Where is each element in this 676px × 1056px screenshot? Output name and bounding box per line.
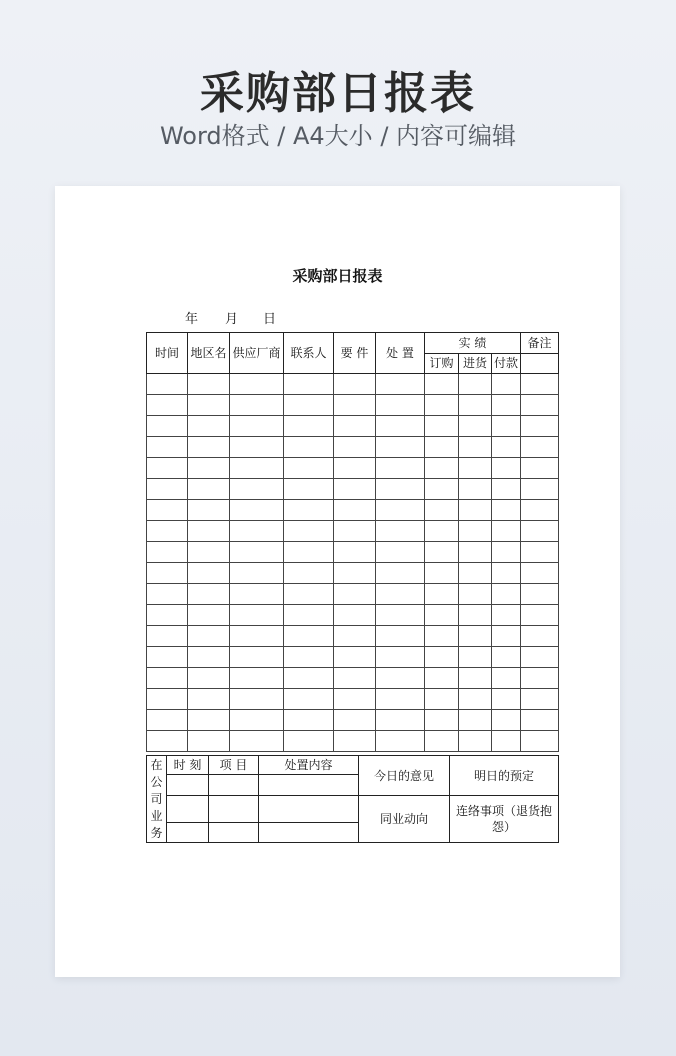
- business-cell: [259, 823, 359, 843]
- table-cell: [521, 689, 559, 710]
- table-cell: [147, 542, 188, 563]
- table-row: [147, 731, 559, 752]
- project-header: 项 目: [209, 756, 259, 775]
- table-cell: [376, 710, 425, 731]
- table-cell: [492, 563, 521, 584]
- table-cell: [425, 584, 459, 605]
- business-cell: [167, 823, 209, 843]
- table-cell: [459, 395, 492, 416]
- table-cell: [425, 731, 459, 752]
- table-cell: [147, 731, 188, 752]
- business-cell: [167, 796, 209, 823]
- header-contact: 联系人: [284, 333, 334, 374]
- table-cell: [425, 437, 459, 458]
- table-cell: [284, 521, 334, 542]
- table-cell: [459, 605, 492, 626]
- table-cell: [459, 563, 492, 584]
- table-cell: [284, 689, 334, 710]
- table-cell: [188, 458, 230, 479]
- table-cell: [230, 731, 284, 752]
- table-cell: [188, 563, 230, 584]
- header-receive: 进货: [459, 353, 492, 374]
- table-cell: [188, 584, 230, 605]
- table-cell: [376, 542, 425, 563]
- table-cell: [521, 626, 559, 647]
- table-cell: [334, 458, 376, 479]
- business-cell: [259, 796, 359, 823]
- table-cell: [334, 542, 376, 563]
- table-cell: [147, 584, 188, 605]
- table-cell: [425, 458, 459, 479]
- table-cell: [459, 647, 492, 668]
- table-cell: [492, 710, 521, 731]
- company-business-label: 在公司业务: [147, 756, 167, 843]
- business-cell: [209, 796, 259, 823]
- table-cell: [459, 521, 492, 542]
- handling-content-header: 处置内容: [259, 756, 359, 775]
- header-item: 要 件: [334, 333, 376, 374]
- table-cell: [521, 668, 559, 689]
- table-cell: [230, 626, 284, 647]
- table-cell: [425, 374, 459, 395]
- table-cell: [284, 458, 334, 479]
- header-remarks-blank: [521, 353, 559, 374]
- table-cell: [230, 689, 284, 710]
- table-cell: [492, 668, 521, 689]
- table-cell: [376, 668, 425, 689]
- table-cell: [147, 458, 188, 479]
- table-cell: [334, 647, 376, 668]
- table-cell: [147, 395, 188, 416]
- table-row: [147, 689, 559, 710]
- table-row: [147, 584, 559, 605]
- table-cell: [284, 731, 334, 752]
- table-cell: [188, 500, 230, 521]
- table-cell: [147, 374, 188, 395]
- date-month-label: 月: [225, 312, 239, 327]
- table-cell: [230, 395, 284, 416]
- header-remarks: 备注: [521, 333, 559, 354]
- table-row: [147, 626, 559, 647]
- table-cell: [459, 626, 492, 647]
- table-cell: [492, 689, 521, 710]
- table-cell: [230, 647, 284, 668]
- table-cell: [521, 710, 559, 731]
- table-cell: [425, 668, 459, 689]
- document-page: [55, 186, 620, 977]
- table-cell: [284, 374, 334, 395]
- table-cell: [188, 731, 230, 752]
- business-cell: [167, 775, 209, 796]
- table-cell: [459, 437, 492, 458]
- table-cell: [188, 479, 230, 500]
- table-cell: [376, 395, 425, 416]
- table-cell: [376, 647, 425, 668]
- table-cell: [334, 710, 376, 731]
- table-cell: [334, 416, 376, 437]
- table-cell: [521, 374, 559, 395]
- table-cell: [492, 416, 521, 437]
- table-cell: [425, 605, 459, 626]
- table-row: [147, 416, 559, 437]
- table-cell: [492, 479, 521, 500]
- table-cell: [230, 437, 284, 458]
- table-cell: [425, 626, 459, 647]
- table-cell: [230, 710, 284, 731]
- table-row: [147, 542, 559, 563]
- table-cell: [334, 731, 376, 752]
- table-cell: [459, 479, 492, 500]
- table-cell: [230, 521, 284, 542]
- table-cell: [492, 395, 521, 416]
- table-cell: [147, 710, 188, 731]
- table-cell: [521, 521, 559, 542]
- table-cell: [188, 521, 230, 542]
- table-row: [147, 521, 559, 542]
- table-cell: [188, 542, 230, 563]
- table-cell: [230, 416, 284, 437]
- table-cell: [147, 605, 188, 626]
- table-cell: [376, 437, 425, 458]
- table-row: [147, 563, 559, 584]
- daily-report-table: [146, 332, 559, 752]
- table-cell: [521, 731, 559, 752]
- table-cell: [284, 710, 334, 731]
- table-cell: [230, 605, 284, 626]
- header-performance: 实 绩: [425, 333, 521, 354]
- industry-trends-label: 同业动向: [359, 796, 450, 843]
- table-cell: [492, 437, 521, 458]
- table-cell: [284, 542, 334, 563]
- banner-subtitle: Word格式 / A4大小 / 内容可编辑: [159, 122, 517, 150]
- table-cell: [376, 731, 425, 752]
- table-row: [147, 395, 559, 416]
- table-cell: [492, 542, 521, 563]
- date-year-label: 年: [185, 312, 199, 327]
- table-cell: [492, 458, 521, 479]
- table-row: [147, 374, 559, 395]
- header-supplier: 供应厂商: [230, 333, 284, 374]
- table-cell: [284, 626, 334, 647]
- table-cell: [521, 458, 559, 479]
- tomorrow-plan-label: 明日的预定: [450, 756, 559, 796]
- table-cell: [376, 689, 425, 710]
- table-cell: [230, 563, 284, 584]
- table-cell: [376, 584, 425, 605]
- table-cell: [284, 437, 334, 458]
- table-cell: [147, 437, 188, 458]
- table-cell: [425, 395, 459, 416]
- table-cell: [376, 605, 425, 626]
- header-region: 地区名: [188, 333, 230, 374]
- table-cell: [147, 521, 188, 542]
- table-cell: [492, 584, 521, 605]
- table-cell: [147, 668, 188, 689]
- date-day-label: 日: [263, 312, 277, 327]
- table-cell: [425, 521, 459, 542]
- banner-title: 采购部日报表: [200, 68, 476, 119]
- table-row: [147, 668, 559, 689]
- table-cell: [334, 605, 376, 626]
- table-cell: [376, 374, 425, 395]
- table-cell: [334, 500, 376, 521]
- table-cell: [230, 479, 284, 500]
- business-cell: [209, 823, 259, 843]
- table-row: [147, 479, 559, 500]
- table-cell: [376, 521, 425, 542]
- table-cell: [188, 374, 230, 395]
- moment-header: 时 刻: [167, 756, 209, 775]
- table-cell: [230, 374, 284, 395]
- table-cell: [334, 584, 376, 605]
- table-cell: [459, 710, 492, 731]
- table-cell: [521, 500, 559, 521]
- table-cell: [334, 479, 376, 500]
- today-opinion-label: 今日的意见: [359, 756, 450, 796]
- table-cell: [425, 542, 459, 563]
- table-row: [147, 647, 559, 668]
- table-cell: [188, 395, 230, 416]
- table-cell: [521, 479, 559, 500]
- table-cell: [459, 374, 492, 395]
- table-cell: [492, 521, 521, 542]
- table-cell: [521, 542, 559, 563]
- table-row: [147, 605, 559, 626]
- table-cell: [147, 500, 188, 521]
- table-cell: [230, 542, 284, 563]
- table-cell: [521, 437, 559, 458]
- business-summary-table: [146, 755, 559, 843]
- table-cell: [459, 668, 492, 689]
- table-cell: [376, 416, 425, 437]
- table-cell: [284, 416, 334, 437]
- table-cell: [334, 626, 376, 647]
- table-cell: [284, 395, 334, 416]
- table-row: [147, 500, 559, 521]
- document-title: 采购部日报表: [292, 267, 383, 285]
- table-cell: [188, 437, 230, 458]
- table-cell: [376, 458, 425, 479]
- table-cell: [147, 647, 188, 668]
- table-cell: [188, 647, 230, 668]
- table-cell: [376, 626, 425, 647]
- table-cell: [376, 500, 425, 521]
- table-cell: [334, 668, 376, 689]
- table-cell: [425, 500, 459, 521]
- header-time: 时间: [147, 333, 188, 374]
- table-cell: [284, 479, 334, 500]
- table-cell: [188, 689, 230, 710]
- table-cell: [425, 689, 459, 710]
- header-order: 订购: [425, 353, 459, 374]
- table-cell: [425, 416, 459, 437]
- liaison-matters-label: 连络事项（退货抱怨）: [450, 796, 559, 843]
- table-cell: [284, 500, 334, 521]
- table-cell: [334, 437, 376, 458]
- table-cell: [147, 416, 188, 437]
- table-cell: [188, 710, 230, 731]
- table-cell: [459, 500, 492, 521]
- table-cell: [459, 584, 492, 605]
- table-cell: [459, 731, 492, 752]
- table-row: [147, 437, 559, 458]
- table-cell: [334, 563, 376, 584]
- table-cell: [521, 605, 559, 626]
- table-cell: [459, 416, 492, 437]
- table-cell: [521, 647, 559, 668]
- table-cell: [230, 500, 284, 521]
- table-cell: [284, 563, 334, 584]
- table-row: [147, 710, 559, 731]
- table-cell: [147, 563, 188, 584]
- table-cell: [188, 416, 230, 437]
- table-cell: [376, 563, 425, 584]
- table-cell: [334, 521, 376, 542]
- header-payment: 付款: [492, 353, 521, 374]
- table-cell: [492, 647, 521, 668]
- table-cell: [492, 605, 521, 626]
- table-cell: [230, 668, 284, 689]
- table-cell: [459, 458, 492, 479]
- table-cell: [425, 710, 459, 731]
- table-cell: [492, 731, 521, 752]
- table-cell: [284, 647, 334, 668]
- table-cell: [492, 374, 521, 395]
- table-cell: [521, 584, 559, 605]
- table-cell: [284, 668, 334, 689]
- table-cell: [521, 416, 559, 437]
- table-cell: [284, 584, 334, 605]
- header-handling: 处 置: [376, 333, 425, 374]
- table-cell: [147, 626, 188, 647]
- table-cell: [425, 479, 459, 500]
- table-cell: [334, 395, 376, 416]
- table-cell: [284, 605, 334, 626]
- business-cell: [259, 775, 359, 796]
- table-cell: [334, 689, 376, 710]
- table-cell: [188, 605, 230, 626]
- table-cell: [521, 563, 559, 584]
- table-cell: [147, 479, 188, 500]
- table-cell: [230, 584, 284, 605]
- table-cell: [492, 626, 521, 647]
- table-cell: [425, 647, 459, 668]
- table-cell: [376, 479, 425, 500]
- table-cell: [334, 374, 376, 395]
- table-cell: [188, 668, 230, 689]
- table-cell: [459, 689, 492, 710]
- table-cell: [230, 458, 284, 479]
- table-row: [147, 458, 559, 479]
- table-cell: [492, 500, 521, 521]
- table-cell: [188, 626, 230, 647]
- table-cell: [425, 563, 459, 584]
- table-cell: [521, 395, 559, 416]
- table-cell: [147, 689, 188, 710]
- business-cell: [209, 775, 259, 796]
- table-cell: [459, 542, 492, 563]
